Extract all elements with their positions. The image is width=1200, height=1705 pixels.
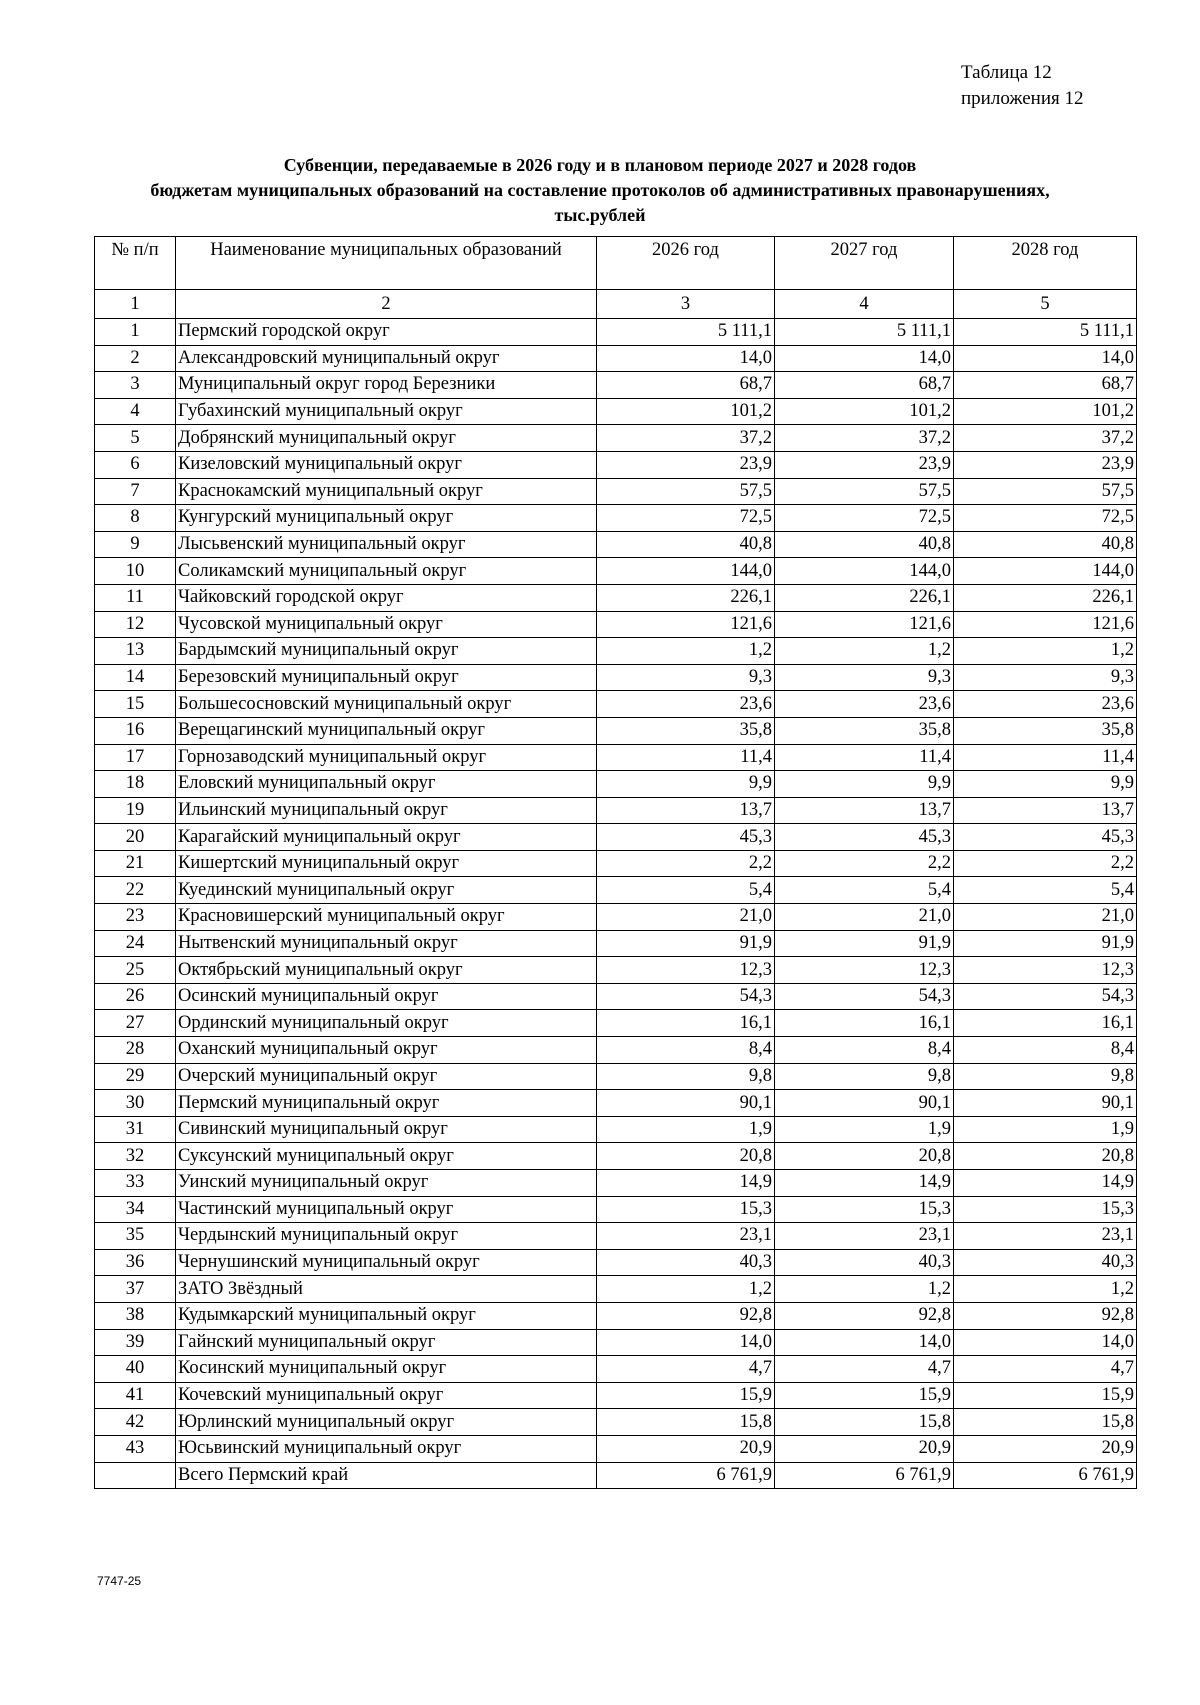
value-2028: 12,3 [954,957,1137,984]
document-title [60,153,1140,228]
value-2028: 14,0 [954,1329,1137,1356]
value-2026: 13,7 [597,797,775,824]
value-2027: 101,2 [775,398,954,425]
value-2028: 8,4 [954,1037,1137,1064]
table-row [95,611,1137,638]
column-number: 4 [775,290,954,319]
value-2027: 9,8 [775,1063,954,1090]
row-number: 16 [95,717,176,744]
municipality-name: Еловский муниципальный округ [176,771,597,798]
municipality-name: Чернушинский муниципальный округ [176,1249,597,1276]
value-2027: 8,4 [775,1037,954,1064]
value-2027: 21,0 [775,904,954,931]
table-row [95,1276,1137,1303]
municipality-name: Карагайский муниципальный округ [176,824,597,851]
row-number: 19 [95,797,176,824]
value-2027: 57,5 [775,478,954,505]
municipality-name: Октябрьский муниципальный округ [176,957,597,984]
table-row [95,983,1137,1010]
value-2027: 5 111,1 [775,319,954,346]
municipality-name: Кочевский муниципальный округ [176,1382,597,1409]
table-row [95,1356,1137,1383]
row-number: 4 [95,398,176,425]
value-2026: 15,9 [597,1382,775,1409]
table-row [95,531,1137,558]
value-2028: 35,8 [954,717,1137,744]
value-2026: 23,9 [597,451,775,478]
table-row [95,664,1137,691]
municipality-name: Частинский муниципальный округ [176,1196,597,1223]
municipality-name: Кунгурский муниципальный округ [176,505,597,532]
value-2028: 37,2 [954,425,1137,452]
municipality-name: Краснокамский муниципальный округ [176,478,597,505]
table-row [95,744,1137,771]
municipality-name: Юрлинский муниципальный округ [176,1409,597,1436]
value-2028: 20,9 [954,1435,1137,1462]
value-2026: 20,8 [597,1143,775,1170]
value-2028: 6 761,9 [954,1462,1137,1489]
value-2026: 11,4 [597,744,775,771]
value-2028: 90,1 [954,1090,1137,1117]
table-row [95,638,1137,665]
value-2028: 54,3 [954,983,1137,1010]
value-2026: 6 761,9 [597,1462,775,1489]
row-number: 6 [95,451,176,478]
municipality-name: Березовский муниципальный округ [176,664,597,691]
table-row [95,398,1137,425]
table-row [95,1409,1137,1436]
value-2028: 72,5 [954,505,1137,532]
value-2026: 23,1 [597,1223,775,1250]
row-number: 33 [95,1170,176,1197]
row-number: 38 [95,1302,176,1329]
municipality-name: Уинский муниципальный округ [176,1170,597,1197]
value-2027: 35,8 [775,717,954,744]
value-2027: 6 761,9 [775,1462,954,1489]
municipality-name: Оханский муниципальный округ [176,1037,597,1064]
value-2028: 15,8 [954,1409,1137,1436]
value-2027: 72,5 [775,505,954,532]
municipality-name: Пермский муниципальный округ [176,1090,597,1117]
subventions-table [94,236,1137,1489]
value-2027: 23,6 [775,691,954,718]
table-row [95,1170,1137,1197]
row-number: 43 [95,1435,176,1462]
value-2028: 5,4 [954,877,1137,904]
value-2028: 23,9 [954,451,1137,478]
value-2026: 14,0 [597,1329,775,1356]
value-2027: 16,1 [775,1010,954,1037]
municipality-name: Куединский муниципальный округ [176,877,597,904]
value-2026: 37,2 [597,425,775,452]
value-2027: 121,6 [775,611,954,638]
value-2028: 4,7 [954,1356,1137,1383]
value-2027: 14,9 [775,1170,954,1197]
row-number: 8 [95,505,176,532]
value-2028: 23,1 [954,1223,1137,1250]
row-number: 25 [95,957,176,984]
value-2028: 23,6 [954,691,1137,718]
value-2028: 11,4 [954,744,1137,771]
value-2027: 11,4 [775,744,954,771]
row-number: 39 [95,1329,176,1356]
value-2026: 45,3 [597,824,775,851]
municipality-name: Большесосновский муниципальный округ [176,691,597,718]
table-body [95,237,1137,1489]
value-2026: 90,1 [597,1090,775,1117]
row-number: 10 [95,558,176,585]
table-number: Таблица 12 [961,62,1052,83]
table-row [95,1249,1137,1276]
municipality-name: Горнозаводский муниципальный округ [176,744,597,771]
table-row [95,877,1137,904]
value-2028: 1,2 [954,1276,1137,1303]
value-2026: 14,0 [597,345,775,372]
value-2028: 1,2 [954,638,1137,665]
value-2026: 9,3 [597,664,775,691]
table-row [95,478,1137,505]
row-number: 23 [95,904,176,931]
value-2026: 1,9 [597,1116,775,1143]
municipality-name: Кишертский муниципальный округ [176,850,597,877]
value-2027: 4,7 [775,1356,954,1383]
document-number: 7747-25 [97,1574,142,1588]
value-2027: 90,1 [775,1090,954,1117]
row-number: 35 [95,1223,176,1250]
municipality-name: Чусовской муниципальный округ [176,611,597,638]
table-row [95,1382,1137,1409]
row-number: 30 [95,1090,176,1117]
value-2028: 9,8 [954,1063,1137,1090]
value-2026: 226,1 [597,584,775,611]
municipality-name: Лысьвенский муниципальный округ [176,531,597,558]
value-2026: 40,8 [597,531,775,558]
value-2027: 37,2 [775,425,954,452]
value-2026: 54,3 [597,983,775,1010]
table-row [95,1063,1137,1090]
table-row [95,1090,1137,1117]
row-number: 15 [95,691,176,718]
table-row [95,797,1137,824]
value-2028: 5 111,1 [954,319,1137,346]
row-number: 11 [95,584,176,611]
municipality-name: Губахинский муниципальный округ [176,398,597,425]
value-2026: 15,3 [597,1196,775,1223]
value-2026: 9,8 [597,1063,775,1090]
value-2027: 14,0 [775,345,954,372]
table-header-row [95,237,1137,290]
value-2027: 15,3 [775,1196,954,1223]
row-number: 42 [95,1409,176,1436]
value-2027: 40,8 [775,531,954,558]
value-2028: 14,9 [954,1170,1137,1197]
table-row [95,425,1137,452]
row-number: 21 [95,850,176,877]
table-row [95,319,1137,346]
row-number: 34 [95,1196,176,1223]
municipality-name: Всего Пермский край [176,1462,597,1489]
municipality-name: Пермский городской округ [176,319,597,346]
value-2028: 121,6 [954,611,1137,638]
value-2026: 1,2 [597,1276,775,1303]
table-row [95,584,1137,611]
value-2028: 15,9 [954,1382,1137,1409]
value-2027: 40,3 [775,1249,954,1276]
value-2027: 144,0 [775,558,954,585]
value-2026: 23,6 [597,691,775,718]
header-number: № п/п [95,237,176,290]
value-2026: 14,9 [597,1170,775,1197]
table-row [95,930,1137,957]
value-2026: 68,7 [597,372,775,399]
municipality-name: Гайнский муниципальный округ [176,1329,597,1356]
value-2028: 13,7 [954,797,1137,824]
value-2027: 1,2 [775,638,954,665]
municipality-name: Суксунский муниципальный округ [176,1143,597,1170]
value-2027: 1,9 [775,1116,954,1143]
municipality-name: Ильинский муниципальный округ [176,797,597,824]
table-row [95,1196,1137,1223]
value-2026: 5,4 [597,877,775,904]
header-2026: 2026 год [597,237,775,290]
table-row [95,1435,1137,1462]
value-2026: 20,9 [597,1435,775,1462]
row-number: 2 [95,345,176,372]
value-2026: 15,8 [597,1409,775,1436]
municipality-name: Муниципальный округ город Березники [176,372,597,399]
value-2028: 16,1 [954,1010,1137,1037]
table-row [95,558,1137,585]
value-2028: 226,1 [954,584,1137,611]
title-units: тыс.рублей [554,205,646,225]
table-row [95,1037,1137,1064]
value-2027: 91,9 [775,930,954,957]
value-2026: 9,9 [597,771,775,798]
row-number: 20 [95,824,176,851]
header-name: Наименование муниципальных образований [176,237,597,290]
row-number: 41 [95,1382,176,1409]
value-2026: 101,2 [597,398,775,425]
table-row [95,345,1137,372]
value-2027: 1,2 [775,1276,954,1303]
value-2027: 23,9 [775,451,954,478]
municipality-name: Александровский муниципальный округ [176,345,597,372]
value-2027: 14,0 [775,1329,954,1356]
municipality-name: Косинский муниципальный округ [176,1356,597,1383]
row-number: 29 [95,1063,176,1090]
column-number: 5 [954,290,1137,319]
value-2026: 2,2 [597,850,775,877]
row-number: 5 [95,425,176,452]
value-2028: 101,2 [954,398,1137,425]
table-row [95,451,1137,478]
value-2028: 15,3 [954,1196,1137,1223]
municipality-name: Очерский муниципальный округ [176,1063,597,1090]
table-row [95,824,1137,851]
municipality-name: Бардымский муниципальный округ [176,638,597,665]
value-2026: 121,6 [597,611,775,638]
value-2026: 8,4 [597,1037,775,1064]
row-number: 27 [95,1010,176,1037]
table-row [95,850,1137,877]
row-number: 31 [95,1116,176,1143]
table-row [95,691,1137,718]
value-2028: 91,9 [954,930,1137,957]
column-number: 1 [95,290,176,319]
value-2026: 12,3 [597,957,775,984]
table-row [95,1010,1137,1037]
municipality-name: Чайковский городской округ [176,584,597,611]
table-row [95,505,1137,532]
municipality-name: ЗАТО Звёздный [176,1276,597,1303]
value-2027: 20,8 [775,1143,954,1170]
value-2026: 92,8 [597,1302,775,1329]
row-number: 32 [95,1143,176,1170]
value-2027: 13,7 [775,797,954,824]
value-2028: 144,0 [954,558,1137,585]
value-2028: 40,3 [954,1249,1137,1276]
column-number: 3 [597,290,775,319]
table-row [95,372,1137,399]
value-2028: 21,0 [954,904,1137,931]
row-number: 14 [95,664,176,691]
value-2026: 4,7 [597,1356,775,1383]
row-number: 36 [95,1249,176,1276]
value-2027: 9,3 [775,664,954,691]
table-row [95,957,1137,984]
value-2027: 54,3 [775,983,954,1010]
header-2027: 2027 год [775,237,954,290]
row-number: 18 [95,771,176,798]
municipality-name: Кудымкарский муниципальный округ [176,1302,597,1329]
value-2027: 23,1 [775,1223,954,1250]
value-2028: 9,3 [954,664,1137,691]
value-2027: 12,3 [775,957,954,984]
value-2028: 68,7 [954,372,1137,399]
table-row [95,717,1137,744]
row-number: 9 [95,531,176,558]
value-2027: 9,9 [775,771,954,798]
title-line-1: Субвенции, передаваемые в 2026 году и в плановом периоде 2027 и 2028 годов [283,155,917,175]
row-number: 13 [95,638,176,665]
municipality-name: Нытвенский муниципальный округ [176,930,597,957]
row-number: 22 [95,877,176,904]
row-number: 40 [95,1356,176,1383]
value-2028: 14,0 [954,345,1137,372]
table-row [95,904,1137,931]
value-2026: 57,5 [597,478,775,505]
value-2026: 91,9 [597,930,775,957]
value-2026: 16,1 [597,1010,775,1037]
table-row [95,1116,1137,1143]
value-2028: 1,9 [954,1116,1137,1143]
row-number [95,1462,176,1489]
value-2027: 92,8 [775,1302,954,1329]
municipality-name: Добрянский муниципальный округ [176,425,597,452]
row-number: 1 [95,319,176,346]
value-2027: 45,3 [775,824,954,851]
header-2028: 2028 год [954,237,1137,290]
value-2028: 45,3 [954,824,1137,851]
municipality-name: Красновишерский муниципальный округ [176,904,597,931]
row-number: 37 [95,1276,176,1303]
column-number: 2 [176,290,597,319]
table-row [95,771,1137,798]
value-2027: 2,2 [775,850,954,877]
value-2027: 226,1 [775,584,954,611]
column-number-row [95,290,1137,319]
value-2026: 72,5 [597,505,775,532]
value-2027: 15,9 [775,1382,954,1409]
value-2027: 5,4 [775,877,954,904]
table-row [95,1329,1137,1356]
municipality-name: Юсьвинский муниципальный округ [176,1435,597,1462]
value-2028: 92,8 [954,1302,1137,1329]
row-number: 17 [95,744,176,771]
value-2027: 15,8 [775,1409,954,1436]
municipality-name: Кизеловский муниципальный округ [176,451,597,478]
value-2028: 2,2 [954,850,1137,877]
appendix-number: приложения 12 [961,88,1084,109]
table-row [95,1302,1137,1329]
row-number: 24 [95,930,176,957]
row-number: 12 [95,611,176,638]
row-number: 7 [95,478,176,505]
value-2026: 35,8 [597,717,775,744]
municipality-name: Ординский муниципальный округ [176,1010,597,1037]
value-2026: 40,3 [597,1249,775,1276]
municipality-name: Верещагинский муниципальный округ [176,717,597,744]
table-row [95,1143,1137,1170]
value-2027: 68,7 [775,372,954,399]
value-2026: 1,2 [597,638,775,665]
municipality-name: Осинский муниципальный округ [176,983,597,1010]
value-2028: 57,5 [954,478,1137,505]
municipality-name: Чердынский муниципальный округ [176,1223,597,1250]
table-reference [961,60,1083,112]
value-2028: 20,8 [954,1143,1137,1170]
title-line-2: бюджетам муниципальных образований на составление протоколов об административных правонарушениях, [150,180,1050,200]
value-2026: 5 111,1 [597,319,775,346]
value-2028: 40,8 [954,531,1137,558]
row-number: 26 [95,983,176,1010]
row-number: 28 [95,1037,176,1064]
value-2026: 144,0 [597,558,775,585]
value-2028: 9,9 [954,771,1137,798]
total-row [95,1462,1137,1489]
municipality-name: Сивинский муниципальный округ [176,1116,597,1143]
row-number: 3 [95,372,176,399]
value-2026: 21,0 [597,904,775,931]
value-2027: 20,9 [775,1435,954,1462]
table-row [95,1223,1137,1250]
municipality-name: Соликамский муниципальный округ [176,558,597,585]
